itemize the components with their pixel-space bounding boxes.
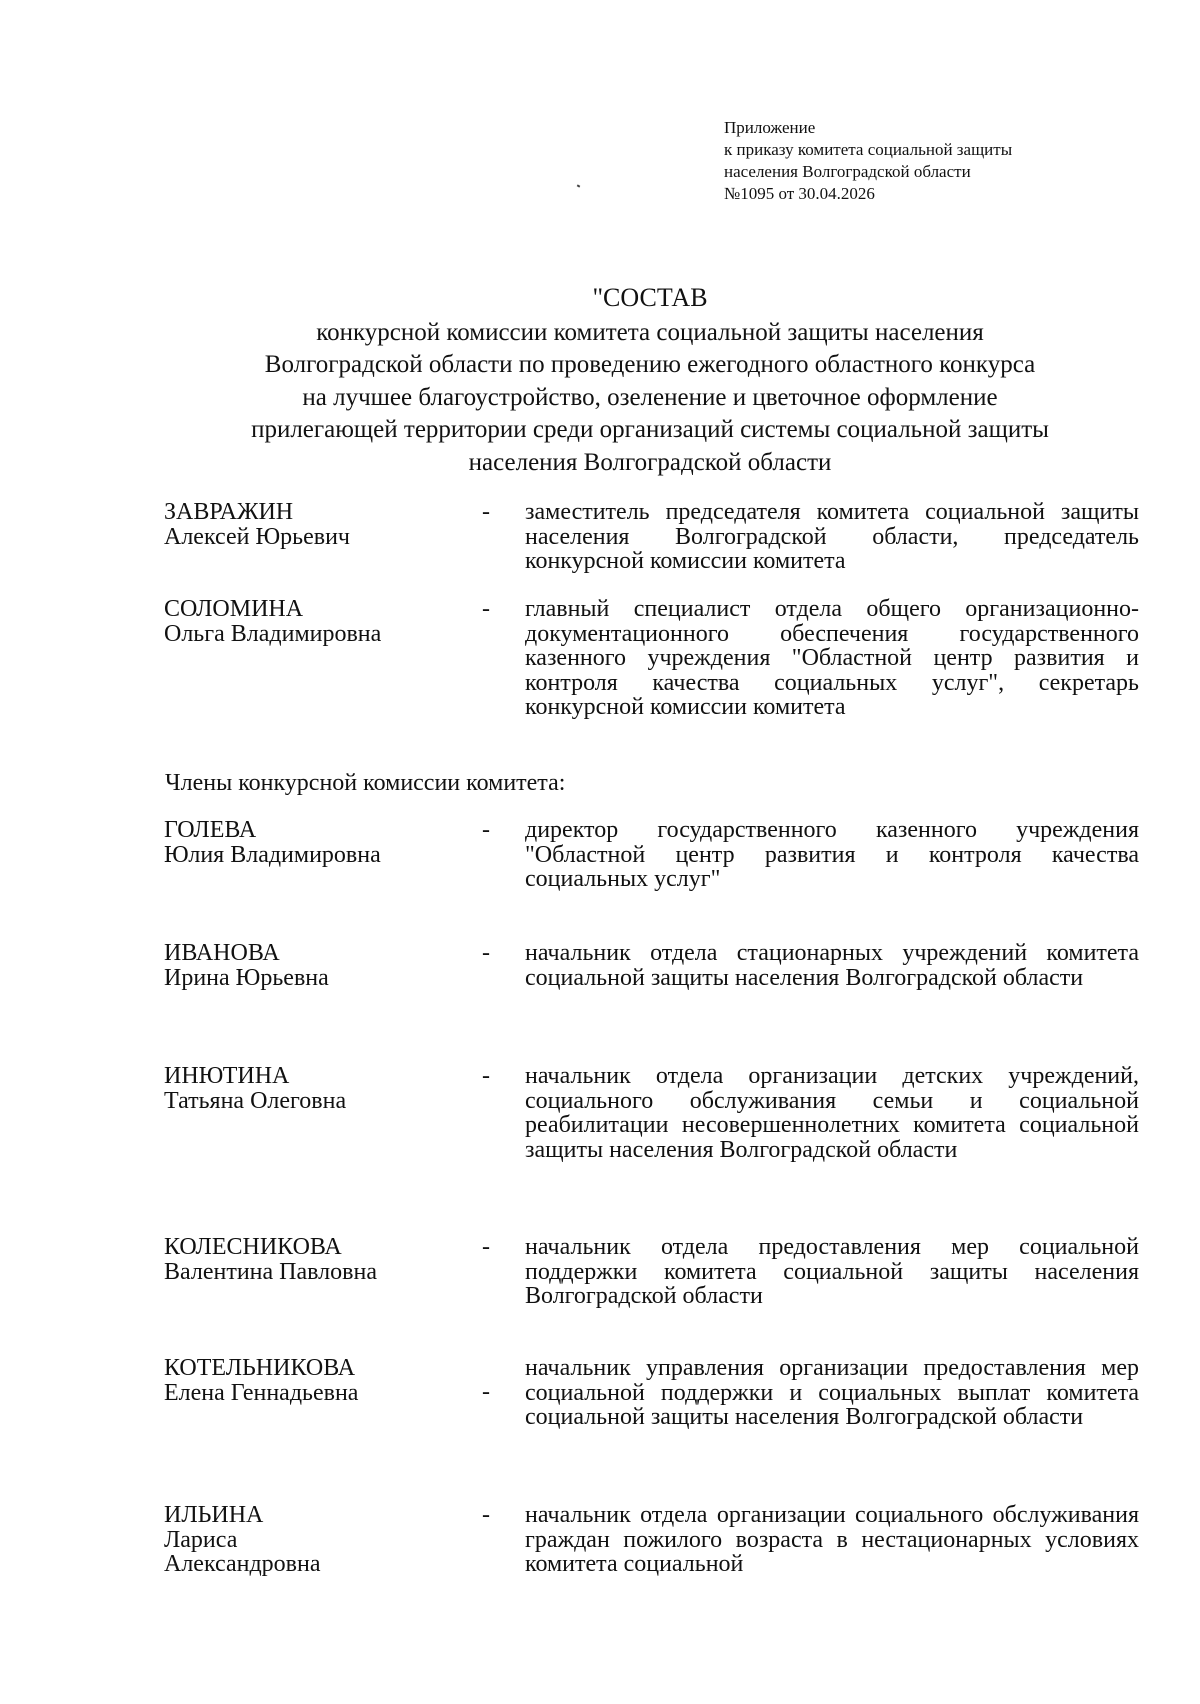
member-role: начальник отдела организации детских учреждений, социального обслуживания семьи и социальной реабилитации несовершеннолетних комитета социальной защиты населения Волгоградской области xyxy=(525,1063,1139,1163)
member-role: заместитель председателя комитета социальной защиты населения Волгоградской области, председатель конкурсной комиссии комитета xyxy=(525,499,1139,574)
appendix-note xyxy=(724,117,1012,205)
title-line-3: на лучшее благоустройство, озеленение и цветочное оформление xyxy=(302,383,998,411)
title-line-5: населения Волгоградской области xyxy=(468,448,832,476)
member-surname: СОЛОМИНА xyxy=(164,596,304,622)
member-surname: КОТЕЛЬНИКОВА xyxy=(164,1355,356,1381)
appendix-order-number: №1095 от 30.04.2026 xyxy=(724,184,875,203)
dash-separator: - xyxy=(482,499,490,525)
member-given-name: Ольга Владимировна xyxy=(164,620,382,647)
member-name xyxy=(164,597,484,646)
member-given-name: Алексей Юрьевич xyxy=(164,523,350,550)
member-name xyxy=(164,500,484,549)
member-role: главный специалист отдела общего организационно-документационного обеспечения государственного казенного учреждения "Областной центр развития и контроля качества социальных услуг", секретарь конкурсной комиссии комитета xyxy=(525,596,1139,720)
member-name xyxy=(164,1235,484,1284)
member-role: начальник отдела организации социального обслуживания граждан пожилого возраста в нестационарных условиях комитета социальной xyxy=(525,1502,1139,1577)
dash-separator: - xyxy=(482,1379,490,1405)
member-given-name: Ирина Юрьевна xyxy=(164,964,329,991)
members-label: Члены конкурсной комиссии комитета: xyxy=(165,770,566,796)
appendix-line-2: к приказу комитета социальной защиты xyxy=(724,140,1013,159)
member-name xyxy=(164,818,484,867)
member-surname: ЗАВРАЖИН xyxy=(164,499,294,525)
title-line-1: конкурсной комиссии комитета социальной защиты населения xyxy=(316,318,984,346)
member-role: начальник отдела предоставления мер социальной поддержки комитета социальной защиты населения Волгоградской области xyxy=(525,1234,1139,1309)
appendix-line-1: Приложение xyxy=(724,118,816,137)
member-surname: КОЛЕСНИКОВА xyxy=(164,1234,342,1260)
dash-separator: - xyxy=(482,817,490,843)
member-surname: ИНЮТИНА xyxy=(164,1063,290,1089)
appendix-line-3: населения Волгоградской области xyxy=(724,162,971,181)
member-name xyxy=(164,941,484,990)
member-surname: ИЛЬИНА xyxy=(164,1502,264,1528)
document-title xyxy=(160,282,1140,479)
member-given-name: Лариса xyxy=(164,1526,238,1553)
dash-separator: - xyxy=(482,1063,490,1089)
member-given-name: Татьяна Олеговна xyxy=(164,1087,347,1114)
member-name xyxy=(164,1503,484,1577)
dash-separator: - xyxy=(482,1502,490,1528)
member-surname: ГОЛЕВА xyxy=(164,817,257,843)
member-name xyxy=(164,1064,484,1113)
member-role: начальник управления организации предоставления мер социальной поддержки и социальных выплат комитета социальной защиты населения Волгоградской области xyxy=(525,1355,1139,1430)
member-name xyxy=(164,1356,484,1405)
member-given-name: Юлия Владимировна xyxy=(164,841,381,868)
dash-separator: - xyxy=(482,596,490,622)
member-given-name: Валентина Павловна xyxy=(164,1258,377,1285)
member-patronymic: Александровна xyxy=(164,1551,321,1577)
member-role: директор государственного казенного учреждения "Областной центр развития и контроля качества социальных услуг" xyxy=(525,817,1139,892)
title-heading: "СОСТАВ xyxy=(592,283,708,312)
title-line-4: прилегающей территории среди организаций системы социальной защиты xyxy=(251,416,1049,443)
title-line-2: Волгоградской области по проведению ежегодного областного конкурса xyxy=(264,351,1036,378)
scan-speck xyxy=(577,184,581,187)
dash-separator: - xyxy=(482,1234,490,1260)
member-surname: ИВАНОВА xyxy=(164,940,280,966)
member-given-name: Елена Геннадьевна xyxy=(164,1379,359,1406)
member-role: начальник отдела стационарных учреждений комитета социальной защиты населения Волгоградской области xyxy=(525,940,1139,991)
dash-separator: - xyxy=(482,940,490,966)
